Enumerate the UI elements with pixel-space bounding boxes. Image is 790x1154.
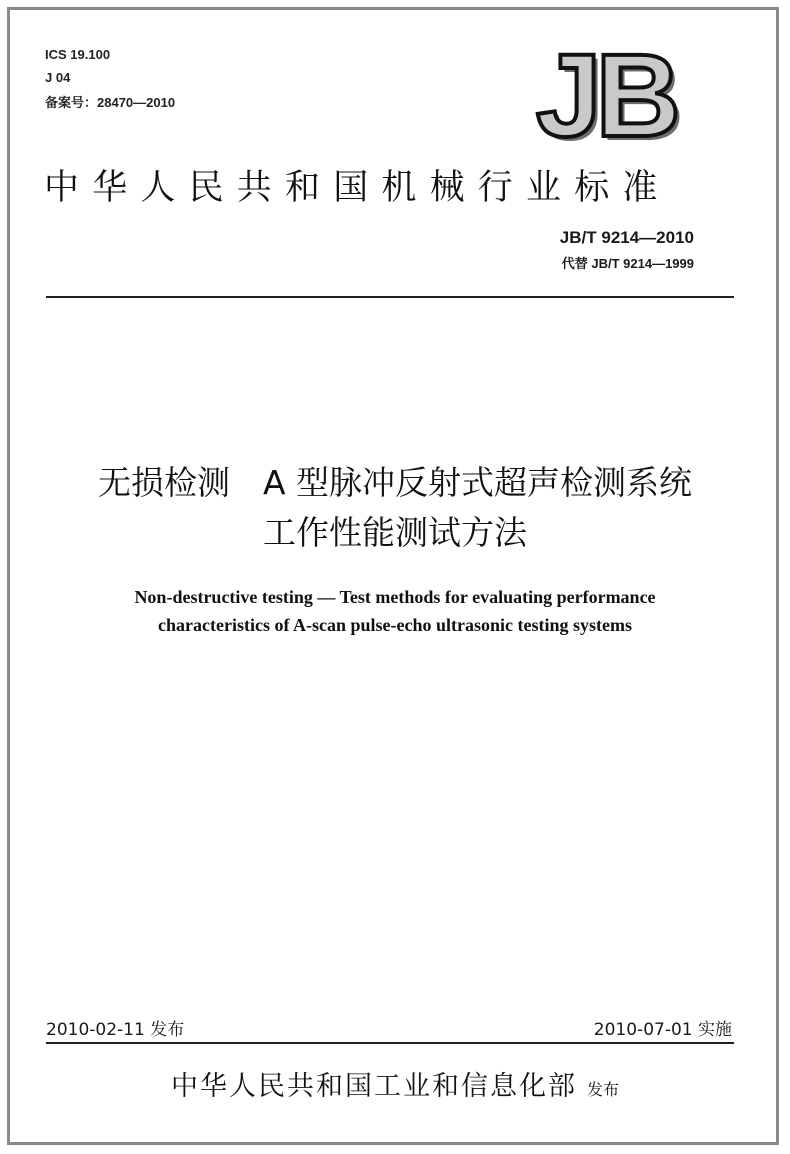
issuer-action: 发布 [586,1080,619,1099]
standard-code: JB/T 9214—2010 [559,228,694,247]
title-chinese-line-2: 工作性能测试方法 [263,513,527,552]
standard-organization: 中华人民共和国机械行业标准 [44,168,671,208]
issue-date: 2010-02-11 发布 [46,1020,185,1040]
top-divider [46,296,734,298]
record-number: 备案号：28470—2010 [45,95,176,110]
classification-code: J 04 [45,70,71,85]
issuer-line [0,1064,790,1103]
ics-code: ICS 19.100 [45,47,111,62]
jb-logo: JB [536,30,675,162]
implementation-date: 2010-07-01 实施 [593,1020,732,1040]
title-english-line-1: Non-destructive testing — Test methods for evaluating performance [134,587,656,607]
issuer-name: 中华人民共和国工业和信息化部 [170,1071,577,1102]
replaces-code: 代替 JB/T 9214—1999 [561,256,694,271]
title-chinese-line-1: 无损检测 A 型脉冲反射式超声检测系统 [97,463,693,502]
bottom-divider [46,1042,734,1044]
title-english-line-2: characteristics of A-scan pulse-echo ultrasonic testing systems [158,615,632,635]
